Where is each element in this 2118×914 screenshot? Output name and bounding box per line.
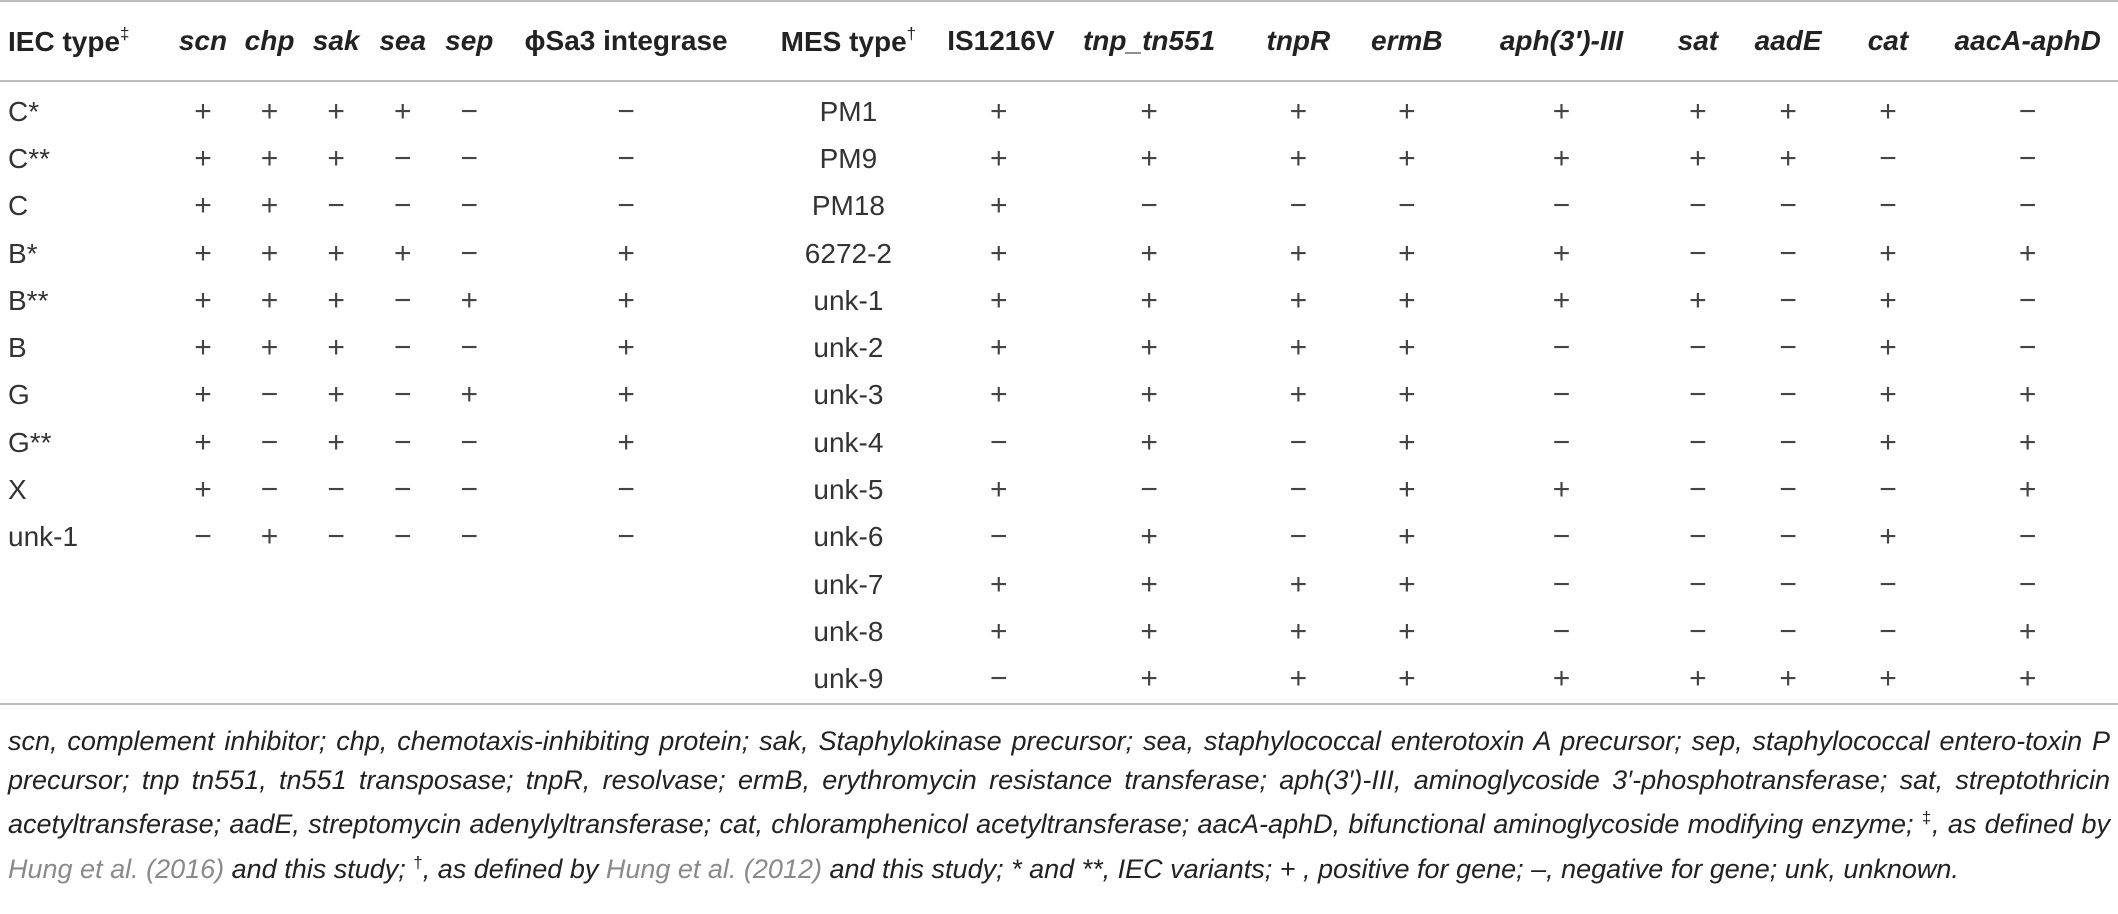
footnote-text: , as defined by — [1932, 809, 2110, 839]
gene-cell: − — [1140, 189, 1158, 223]
gene-cell: − — [327, 473, 345, 507]
gene-cell — [303, 656, 370, 704]
footnote-mark: † — [413, 852, 423, 872]
iec-type-cell — [0, 561, 170, 608]
gene-cell: + — [2018, 378, 2037, 412]
table-row — [0, 135, 2118, 182]
gene-cell: + — [1398, 141, 1416, 175]
gene-cell: − — [460, 473, 479, 507]
gene-cell: − — [1779, 567, 1797, 601]
gene-cell — [436, 656, 503, 704]
mes-type-cell: unk-3 — [813, 379, 884, 411]
gene-cell: + — [1398, 567, 1416, 601]
gene-cell: + — [260, 236, 279, 270]
gene-cell: − — [260, 378, 279, 412]
gene-cell: − — [1398, 189, 1416, 223]
col-header-is1216v: IS1216V — [947, 1, 1050, 81]
iec-type-cell: unk-1 — [8, 521, 79, 553]
gene-cell: + — [1879, 425, 1897, 459]
footnote-text: scn, complement inhibitor; chp, chemotaxis-inhibiting protein; sak, Staphylokinase precursor; sea, staphylococcal enterotoxin A precursor; sep, staphylococcal entero-toxin P precursor; tnp tn551, tn551 transposase; tnpR, resolvase; ermB, erythromycin resistance transferase; aph(3′)-III, aminoglycoside 3′-phosphotransferase; sat, streptothricin acetyltransferase; aadE, streptomycin adenylyltransferase; cat, chloramphenicol acetyltransferase; aacA-aphD, bifunctional aminoglycoside modifying enzyme; — [8, 726, 2110, 839]
gene-cell — [503, 608, 750, 655]
gene-cell: + — [989, 236, 1008, 270]
col-header-aph3-iii: aph(3′)-III — [1465, 1, 1658, 81]
gene-cell: − — [393, 283, 412, 317]
gene-cell: + — [194, 141, 212, 175]
gene-cell: − — [1879, 189, 1897, 223]
gene-cell: + — [1552, 94, 1571, 128]
gene-cell — [436, 561, 503, 608]
gene-cell: − — [1879, 473, 1897, 507]
col-header-sea: sea — [369, 1, 436, 81]
gene-cell: + — [1552, 473, 1571, 507]
header-row — [0, 1, 2118, 81]
table-row — [0, 324, 2118, 371]
gene-cell: + — [1398, 331, 1416, 365]
gene-cell: − — [460, 520, 479, 554]
gene-cell: − — [2018, 189, 2037, 223]
gene-cell: − — [1779, 520, 1797, 554]
col-header-aaca-aphd: aacA-aphD — [1937, 1, 2118, 81]
gene-cell: + — [1689, 141, 1707, 175]
gene-cell: + — [617, 283, 635, 317]
gene-cell: + — [989, 378, 1008, 412]
col-header-cat: cat — [1839, 1, 1938, 81]
gene-cell: − — [1289, 189, 1308, 223]
gene-cell — [170, 656, 237, 704]
col-header-sat: sat — [1658, 1, 1737, 81]
iec-type-cell: B* — [8, 237, 38, 269]
gene-cell: + — [260, 94, 279, 128]
gene-cell: + — [1289, 283, 1308, 317]
gene-cell: + — [1398, 283, 1416, 317]
gene-cell: + — [194, 189, 212, 223]
gene-cell: + — [327, 425, 345, 459]
gene-cell: + — [989, 331, 1008, 365]
gene-cell: − — [1779, 331, 1797, 365]
table-row — [0, 183, 2118, 230]
gene-cell: + — [260, 189, 279, 223]
gene-cell: + — [2018, 473, 2037, 507]
gene-cell: − — [393, 425, 412, 459]
iec-type-cell: G** — [8, 426, 52, 458]
gene-cell: + — [1140, 94, 1158, 128]
col-header-tnpr: tnpR — [1248, 1, 1349, 81]
reference-link[interactable]: Hung et al. (2016) — [8, 853, 225, 884]
col-header-chp: chp — [236, 1, 303, 81]
gene-cell: + — [1552, 283, 1571, 317]
gene-cell: + — [1289, 378, 1308, 412]
table-row — [0, 277, 2118, 324]
gene-cell: + — [989, 189, 1008, 223]
gene-cell: + — [1779, 141, 1797, 175]
gene-cell: − — [1779, 425, 1797, 459]
gene-cell: + — [1398, 614, 1416, 648]
gene-cell: + — [1937, 656, 2118, 704]
gene-cell: + — [1140, 425, 1158, 459]
gene-cell: − — [1779, 378, 1797, 412]
gene-cell: − — [1289, 520, 1308, 554]
gene-cell: + — [194, 236, 212, 270]
table-row — [0, 81, 2118, 135]
mes-type-cell: PM9 — [819, 142, 878, 174]
gene-cell: − — [260, 473, 279, 507]
gene-cell: + — [1465, 656, 1658, 704]
gene-cell — [369, 561, 436, 608]
gene-cell: + — [1839, 656, 1938, 704]
gene-cell: − — [327, 520, 345, 554]
gene-cell: + — [1349, 656, 1465, 704]
col-header-mes-type: MES type† — [750, 1, 948, 81]
gene-cell: − — [393, 473, 412, 507]
col-header-sep: sep — [436, 1, 503, 81]
mes-type-cell: PM18 — [811, 190, 885, 222]
table-row — [0, 419, 2118, 466]
gene-cell: + — [1552, 141, 1571, 175]
gene-cell: − — [1689, 425, 1707, 459]
gene-cell — [170, 608, 237, 655]
gene-cell: + — [1879, 520, 1897, 554]
footnote-text: , as defined by — [422, 853, 606, 884]
iec-type-cell — [0, 608, 170, 655]
gene-cell: + — [1289, 94, 1308, 128]
gene-cell: − — [460, 189, 479, 223]
gene-cell: − — [1689, 189, 1707, 223]
gene-cell: + — [1879, 94, 1897, 128]
iec-type-cell: C** — [8, 142, 51, 174]
gene-cell: − — [2018, 567, 2037, 601]
gene-cell: − — [617, 473, 635, 507]
gene-cell: + — [1398, 473, 1416, 507]
mes-type-cell: unk-5 — [813, 474, 884, 506]
gene-cell: − — [393, 520, 412, 554]
gene-cell: + — [1552, 236, 1571, 270]
gene-cell: + — [2018, 614, 2037, 648]
gene-cell: + — [617, 331, 635, 365]
mes-type-cell: unk-8 — [813, 615, 884, 647]
gene-cell: + — [989, 283, 1008, 317]
gene-cell: + — [260, 283, 279, 317]
gene-cell: + — [194, 425, 212, 459]
gene-cell: − — [460, 236, 479, 270]
gene-cell — [170, 561, 237, 608]
gene-cell: − — [1552, 378, 1571, 412]
footnote-mark: ‡ — [1921, 808, 1933, 827]
gene-cell: + — [194, 331, 212, 365]
gene-cell: + — [1140, 378, 1158, 412]
gene-cell: − — [393, 378, 412, 412]
gene-cell: + — [1879, 236, 1897, 270]
gene-cell: − — [260, 425, 279, 459]
gene-cell — [436, 608, 503, 655]
iec-type-cell: B** — [8, 284, 49, 316]
gene-cell: − — [327, 189, 345, 223]
gene-cell: + — [989, 94, 1008, 128]
col-header-ermb: ermB — [1349, 1, 1465, 81]
gene-cell: − — [393, 189, 412, 223]
gene-cell: + — [194, 473, 212, 507]
gene-cell: + — [1140, 614, 1158, 648]
gene-cell — [303, 561, 370, 608]
iec-type-cell: X — [8, 474, 27, 506]
gene-cell: − — [617, 94, 635, 128]
gene-cell: + — [460, 283, 479, 317]
gene-cell: − — [2018, 141, 2037, 175]
col-header-phisa3-integrase: ϕSa3 integrase — [503, 1, 750, 81]
gene-cell: − — [1879, 141, 1897, 175]
gene-cell: − — [989, 520, 1008, 554]
gene-cell: + — [1398, 425, 1416, 459]
gene-cell: + — [989, 473, 1008, 507]
iec-type-cell: G — [8, 379, 30, 411]
gene-cell: − — [460, 141, 479, 175]
gene-cell: + — [260, 141, 279, 175]
gene-cell: + — [327, 331, 345, 365]
gene-cell: − — [1879, 567, 1897, 601]
mes-type-cell: unk-2 — [813, 332, 884, 364]
gene-cell: + — [2018, 425, 2037, 459]
gene-cell: + — [1738, 656, 1839, 704]
gene-cell: − — [1552, 614, 1571, 648]
gene-cell: + — [260, 520, 279, 554]
gene-cell: + — [617, 378, 635, 412]
gene-cell: − — [1289, 473, 1308, 507]
gene-cell: − — [1552, 331, 1571, 365]
gene-cell: + — [989, 141, 1008, 175]
gene-cell: + — [327, 141, 345, 175]
gene-cell: + — [1879, 378, 1897, 412]
gene-cell: + — [194, 94, 212, 128]
gene-cell — [503, 656, 750, 704]
gene-cell: − — [1689, 331, 1707, 365]
gene-cell: + — [1289, 331, 1308, 365]
gene-cell: − — [1779, 473, 1797, 507]
table-row — [0, 514, 2118, 561]
gene-cell: − — [1779, 189, 1797, 223]
col-header-scn: scn — [170, 1, 237, 81]
footnote-text: and this study; * and **, IEC variants; + , positive for gene; –, negative for gene; unk, unknown. — [821, 853, 1959, 884]
table-row — [0, 656, 2118, 704]
table-row — [0, 608, 2118, 655]
table-row — [0, 561, 2118, 608]
gene-cell: + — [194, 378, 212, 412]
gene-cell: − — [2018, 331, 2037, 365]
col-header-sak: sak — [303, 1, 370, 81]
table-footnote — [8, 722, 2110, 888]
gene-cell: − — [460, 425, 479, 459]
gene-cell: + — [989, 614, 1008, 648]
gene-cell: − — [1689, 473, 1707, 507]
gene-cell: − — [1689, 567, 1707, 601]
gene-cell: + — [617, 236, 635, 270]
gene-cell: + — [460, 378, 479, 412]
gene-cell: − — [1689, 614, 1707, 648]
table-body — [0, 81, 2118, 704]
gene-cell: − — [2018, 283, 2037, 317]
gene-cell: − — [1552, 425, 1571, 459]
gene-cell: + — [1140, 331, 1158, 365]
gene-cell: − — [989, 425, 1008, 459]
gene-cell: + — [1879, 331, 1897, 365]
col-header-aade: aadE — [1738, 1, 1839, 81]
gene-cell — [503, 561, 750, 608]
gene-cell: + — [1398, 378, 1416, 412]
table-row — [0, 230, 2118, 277]
gene-cell — [236, 608, 303, 655]
gene-cell: − — [1879, 614, 1897, 648]
gene-cell: − — [1140, 473, 1158, 507]
gene-cell: + — [1289, 141, 1308, 175]
mes-type-cell: unk-4 — [813, 426, 884, 458]
gene-cell: + — [1779, 94, 1797, 128]
mes-type-cell: PM1 — [819, 95, 878, 127]
gene-cell: − — [1779, 614, 1797, 648]
gene-cell: + — [393, 94, 412, 128]
iec-type-cell: C — [8, 190, 29, 222]
gene-cell: − — [617, 520, 635, 554]
gene-cell: − — [1689, 236, 1707, 270]
gene-cell: + — [1398, 236, 1416, 270]
gene-cell: + — [260, 331, 279, 365]
gene-cell: − — [1689, 520, 1707, 554]
gene-cell: + — [617, 425, 635, 459]
mes-type-cell: unk-1 — [813, 284, 884, 316]
gene-cell: + — [327, 236, 345, 270]
gene-cell: + — [1140, 141, 1158, 175]
col-header-iec-type: IEC type‡ — [0, 1, 170, 81]
gene-cell — [369, 608, 436, 655]
gene-cell — [303, 608, 370, 655]
col-header-tnp-tn551: tnp_tn551 — [1050, 1, 1248, 81]
footnote-text: and this study; — [224, 853, 414, 884]
gene-cell — [236, 561, 303, 608]
gene-cell: + — [327, 94, 345, 128]
gene-cell: − — [617, 141, 635, 175]
mes-type-cell: unk-9 — [750, 656, 948, 704]
table-row — [0, 372, 2118, 419]
gene-cell: + — [1140, 236, 1158, 270]
gene-cell: − — [194, 520, 212, 554]
gene-cell: + — [1398, 520, 1416, 554]
table-row — [0, 466, 2118, 513]
mes-type-cell: unk-6 — [813, 521, 884, 553]
gene-cell: − — [1779, 236, 1797, 270]
gene-cell: + — [1050, 656, 1248, 704]
gene-cell — [236, 656, 303, 704]
gene-cell: − — [1779, 283, 1797, 317]
gene-cell: + — [327, 283, 345, 317]
reference-link[interactable]: Hung et al. (2012) — [605, 853, 822, 884]
gene-cell: + — [1658, 656, 1737, 704]
gene-cell: − — [460, 94, 479, 128]
gene-cell: + — [1140, 283, 1158, 317]
gene-cell: − — [1689, 378, 1707, 412]
gene-cell: − — [947, 656, 1050, 704]
gene-cell: − — [393, 141, 412, 175]
iec-type-cell: C* — [8, 95, 40, 127]
gene-cell: + — [989, 567, 1008, 601]
gene-cell: + — [1289, 236, 1308, 270]
iec-type-cell: B — [8, 332, 27, 364]
gene-cell: − — [1552, 520, 1571, 554]
gene-cell: + — [1140, 520, 1158, 554]
iec-type-cell — [0, 656, 170, 704]
gene-cell: + — [1689, 94, 1707, 128]
gene-cell: + — [1289, 614, 1308, 648]
gene-cell: − — [617, 189, 635, 223]
gene-cell: + — [1248, 656, 1349, 704]
gene-cell: + — [393, 236, 412, 270]
gene-cell: + — [2018, 236, 2037, 270]
gene-cell: − — [1552, 189, 1571, 223]
gene-cell: + — [1879, 283, 1897, 317]
gene-cell: + — [327, 378, 345, 412]
gene-cell: − — [393, 331, 412, 365]
gene-cell: − — [1552, 567, 1571, 601]
gene-cell: + — [1398, 94, 1416, 128]
gene-cell: − — [1289, 425, 1308, 459]
gene-cell: + — [1140, 567, 1158, 601]
mes-type-cell: 6272-2 — [804, 237, 892, 269]
gene-cell: − — [2018, 520, 2037, 554]
gene-cell — [369, 656, 436, 704]
gene-cell: − — [2018, 94, 2037, 128]
gene-cell: + — [194, 283, 212, 317]
mes-type-cell: unk-7 — [813, 568, 884, 600]
gene-cell: + — [1689, 283, 1707, 317]
gene-cell: − — [460, 331, 479, 365]
gene-cell: + — [1289, 567, 1308, 601]
